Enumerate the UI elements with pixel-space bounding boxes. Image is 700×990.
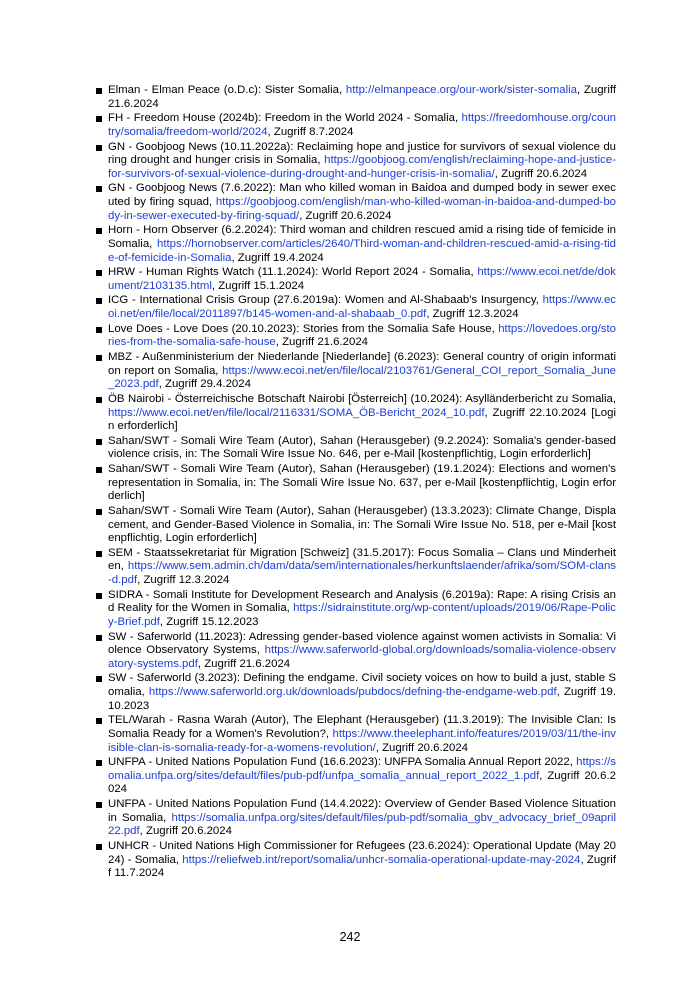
bullet-icon	[96, 397, 102, 403]
reference-text: UNFPA - United Nations Population Fund (16.6.2023): UNFPA Somalia Annual Report 2022,	[108, 756, 577, 769]
reference-link[interactable]: https://hornobserver.com/articles/2640/Third-woman-and-children-rescued-amid-a-rising-tide-of-femicide-in-Somalia	[108, 237, 616, 264]
reference-link[interactable]: https://www.ecoi.net/en/file/local/2103761/General_COI_report_Somalia_June_2023.pdf	[108, 364, 616, 391]
reference-link[interactable]: https://www.ecoi.net/en/file/local/2011897/b145-women-and-al-shabaab_0.pdf	[108, 294, 616, 321]
bullet-icon	[96, 88, 102, 94]
reference-item	[96, 84, 616, 111]
reference-item	[96, 182, 616, 223]
reference-access-date: , Zugriff 20.6.2024	[139, 825, 232, 838]
reference-item	[96, 756, 616, 797]
reference-link[interactable]: https://sidrainstitute.org/wp-content/uploads/2019/06/Rape-Policy-Brief.pdf	[108, 602, 616, 628]
reference-item	[96, 351, 616, 392]
bullet-icon	[96, 327, 102, 333]
reference-item	[96, 435, 616, 462]
reference-access-date: , Zugriff 20.6.2024	[108, 769, 616, 796]
reference-link[interactable]: https://somalia.unfpa.org/sites/default/files/pub-pdf/unfpa_somalia_annual_report_2022_1.pdf	[108, 756, 616, 782]
reference-link[interactable]: https://reliefweb.int/report/somalia/unhcr-somalia-operational-update-may-2024	[182, 853, 581, 866]
reference-item	[96, 463, 616, 504]
reference-link[interactable]: https://www.ecoi.net/en/file/local/2116331/SOMA_ÖB-Bericht_2024_10.pdf	[108, 406, 485, 419]
bullet-icon	[96, 186, 102, 192]
reference-item	[96, 141, 616, 182]
reference-text: ICG - International Crisis Group (27.6.2019a): Women and Al-Shabaab's Insurgency,	[108, 294, 543, 307]
bullet-icon	[96, 593, 102, 599]
reference-access-date: , Zugriff 12.3.2024	[137, 574, 230, 586]
reference-text: Horn - Horn Observer (6.2.2024): Third woman and children rescued amid a rising tide of femicide in Somalia,	[108, 224, 616, 250]
reference-link[interactable]: https://www.ecoi.net/de/dokument/2103135.html	[108, 266, 616, 292]
reference-text: SW - Saferworld (3.2023): Defining the endgame. Civil society voices on how to build a just, stable Somalia,	[108, 672, 616, 699]
reference-link[interactable]: https://somalia.unfpa.org/sites/default/files/pub-pdf/somalia_gbv_advocacy_brief_09april22.pdf	[108, 811, 616, 838]
reference-text: UNFPA - United Nations Population Fund (14.4.2022): Overview of Gender Based Violence Situation in Somalia,	[108, 798, 616, 824]
bullet-icon	[96, 228, 102, 234]
reference-access-date: , Zugriff 21.6.2024	[197, 657, 291, 670]
reference-link[interactable]: https://www.sem.admin.ch/dam/data/sem/internationales/herkunftslaender/afrika/som/SOM-clans-d.pdf	[108, 560, 616, 586]
reference-link[interactable]: http://elmanpeace.org/our-work/sister-somalia	[345, 84, 577, 96]
reference-access-date: , Zugriff 21.6.2024	[275, 336, 369, 349]
reference-text: Love Does - Love Does (20.10.2023): Stories from the Somalia Safe House,	[108, 322, 499, 335]
reference-text: SW - Saferworld (11.2023): Adressing gender-based violence against women activists in Somalia: Violence Observatory Systems,	[108, 630, 616, 657]
reference-item	[96, 589, 616, 630]
reference-link[interactable]: https://freedomhouse.org/country/somalia/freedom-world/2024	[108, 112, 616, 138]
reference-item	[96, 224, 616, 265]
reference-item	[96, 505, 616, 546]
reference-text: SIDRA - Somali Institute for Development Research and Analysis (6.2019a): Rape: A rising Crisis and Reality for the Women in Somalia,	[108, 588, 616, 615]
reference-access-date: , Zugriff 21.6.2024	[108, 84, 617, 110]
reference-item	[96, 714, 616, 755]
bullet-icon	[96, 802, 102, 808]
reference-link[interactable]: https://www.saferworld-global.org/downloads/somalia-violence-observatory-systems.pdf	[108, 644, 616, 670]
reference-item	[96, 547, 616, 588]
reference-item	[96, 266, 616, 293]
reference-link[interactable]: https://www.theelephant.info/features/2019/03/11/the-invisible-clan-is-somalia-ready-for-a-womens-revolution/	[108, 727, 616, 754]
bullet-icon	[96, 439, 102, 445]
reference-text: Sahan/SWT - Somali Wire Team (Autor), Sahan (Herausgeber) (9.2.2024): Somalia's gender-based violence crisis, in: The Somali Wire Issue No. 646, per e-Mail [kostenpflichtig, Login erforderlich]	[108, 434, 616, 461]
reference-item	[96, 294, 616, 321]
bullet-icon	[96, 844, 102, 850]
reference-item	[96, 393, 616, 434]
reference-text: Sahan/SWT - Somali Wire Team (Autor), Sahan (Herausgeber) (19.1.2024): Elections and women's representation in Somalia, in: The Somali Wire Issue No. 637, per e-Mail [kostenpflichtig, Login erforderlich]	[108, 463, 616, 503]
reference-access-date: , Zugriff 8.7.2024	[267, 125, 354, 138]
reference-text: ÖB Nairobi - Österreichische Botschaft Nairobi [Österreich] (10.2024): Asylländerbericht zu Somalia,	[108, 392, 616, 405]
bullet-icon	[96, 718, 102, 724]
bullet-icon	[96, 145, 102, 151]
reference-item	[96, 798, 616, 839]
reference-text: HRW - Human Rights Watch (11.1.2024): World Report 2024 - Somalia,	[108, 266, 478, 279]
bullet-icon	[96, 270, 102, 276]
reference-item	[96, 631, 616, 672]
reference-text: Elman - Elman Peace (o.D.c): Sister Somalia,	[108, 84, 346, 96]
reference-link[interactable]: https://goobjoog.com/english/reclaiming-hope-and-justice-for-survivors-of-sexual-violence-during-drought-and-hunger-crisis-in-somalia/	[108, 154, 616, 180]
reference-text: GN - Goobjoog News (7.6.2022): Man who killed woman in Baidoa and dumped body in sewer executed by firing squad,	[108, 182, 616, 209]
reference-access-date: , Zugriff 20.6.2024	[375, 741, 469, 754]
reference-access-date: , Zugriff 22.10.2024 [Login erforderlich]	[108, 406, 616, 433]
reference-access-date: , Zugriff 29.4.2024	[158, 378, 251, 391]
reference-link[interactable]: https://lovedoes.org/stories-from-the-somalia-safe-house	[108, 322, 616, 349]
reference-access-date: , Zugriff 12.3.2024	[426, 308, 519, 321]
reference-item	[96, 840, 616, 881]
reference-item	[96, 672, 616, 713]
bullet-icon	[96, 355, 102, 361]
reference-link[interactable]: https://goobjoog.com/english/man-who-killed-woman-in-baidoa-and-dumped-body-in-sewer-executed-by-firing-squad/	[108, 196, 616, 222]
bullet-icon	[96, 760, 102, 766]
reference-access-date: , Zugriff 15.12.2023	[159, 615, 259, 628]
page-number: 242	[339, 930, 361, 944]
reference-access-date: , Zugriff 15.1.2024	[211, 279, 305, 292]
bullet-icon	[96, 676, 102, 682]
bullet-icon	[96, 635, 102, 641]
reference-access-date: , Zugriff 11.7.2024	[108, 853, 616, 880]
bullet-icon	[96, 467, 102, 473]
bullet-icon	[96, 509, 102, 515]
bullet-icon	[96, 298, 102, 304]
reference-text: FH - Freedom House (2024b): Freedom in the World 2024 - Somalia,	[108, 112, 462, 125]
reference-text: TEL/Warah - Rasna Warah (Autor), The Elephant (Herausgeber) (11.3.2019): The Invisible Clan: Is Somalia Ready for a Women's Revolution?,	[108, 714, 616, 740]
reference-text: UNHCR - United Nations High Commissioner for Refugees (23.6.2024): Operational Update (May 2024) - Somalia,	[108, 839, 616, 866]
reference-text: GN - Goobjoog News (10.11.2022a): Reclaiming hope and justice for survivors of sexual violence during drought and hunger crisis in Somalia,	[108, 140, 616, 167]
reference-text: SEM - Staatssekretariat für Migration [Schweiz] (31.5.2017): Focus Somalia – Clans und Minderheiten,	[108, 546, 616, 573]
reference-text: Sahan/SWT - Somali Wire Team (Autor), Sahan (Herausgeber) (13.3.2023): Climate Change, Displacement, and Gender-Based Violence in Somalia, in: The Somali Wire Issue No. 518, per e-Mail [kostenpflichtig, Login erforderlich]	[108, 504, 616, 545]
reference-access-date: , Zugriff 20.6.2024	[299, 209, 392, 222]
reference-list	[96, 84, 616, 882]
reference-item	[96, 112, 616, 139]
reference-text: MBZ - Außenministerium der Niederlande [Niederlande] (6.2023): General country of origin information report on Somalia,	[108, 351, 616, 377]
reference-item	[96, 323, 616, 350]
reference-access-date: , Zugriff 20.6.2024	[494, 167, 588, 180]
bullet-icon	[96, 551, 102, 557]
bullet-icon	[96, 116, 102, 122]
reference-access-date: , Zugriff 19.10.2023	[108, 686, 617, 712]
reference-access-date: , Zugriff 19.4.2024	[231, 251, 324, 264]
reference-link[interactable]: https://www.saferworld.org.uk/downloads/pubdocs/defning-the-endgame-web.pdf	[148, 686, 557, 699]
